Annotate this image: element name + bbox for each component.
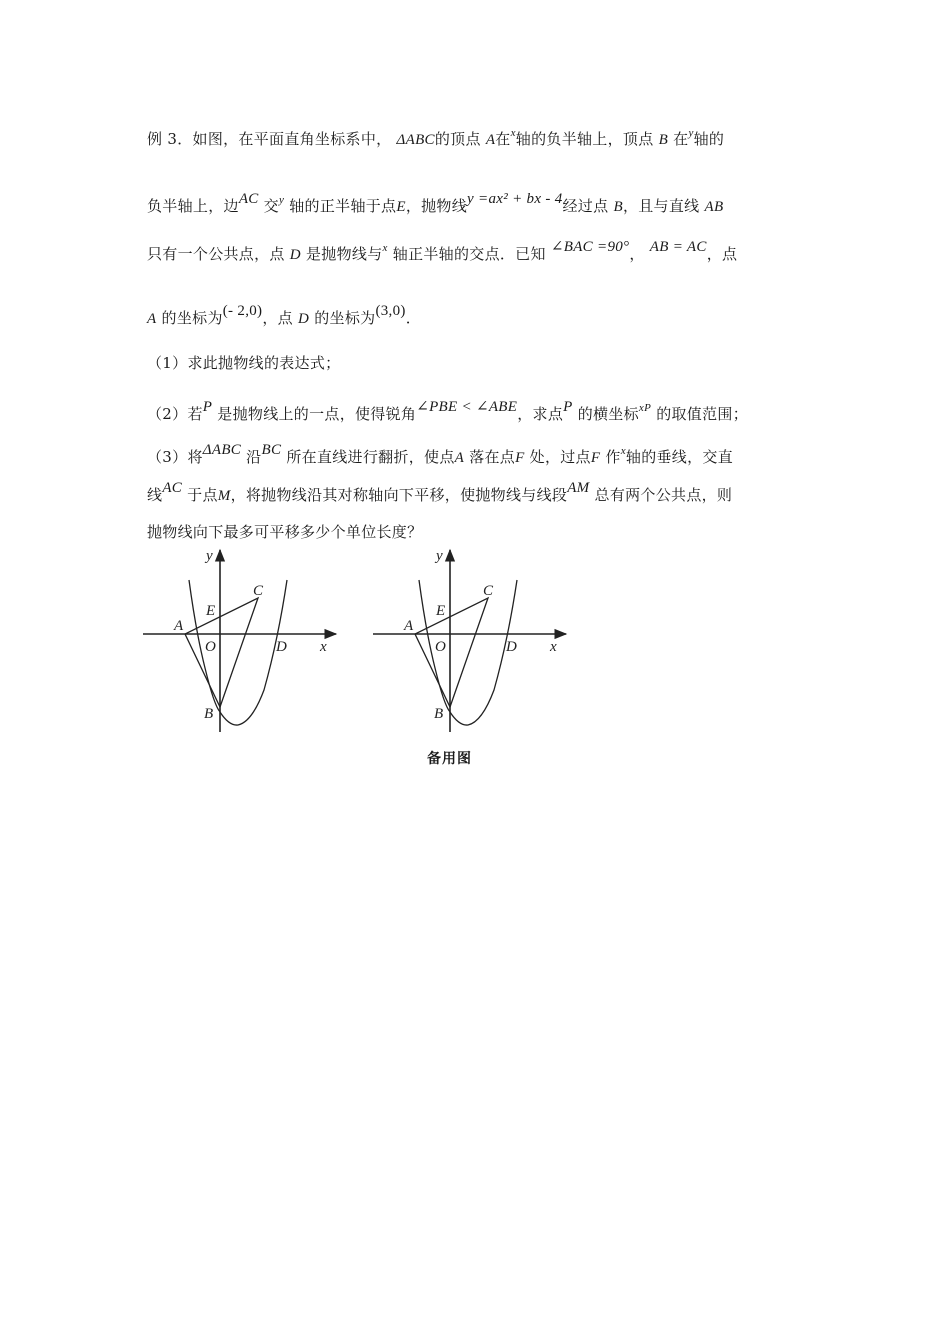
question-3-line-2: 线AC 于点M，将抛物线沿其对称轴向下平移，使抛物线与线段AM 总有两个公共点，则 — [147, 480, 733, 504]
svg-text:C: C — [253, 583, 264, 599]
svg-text:x: x — [550, 639, 557, 655]
question-3-line-3: 抛物线向下最多可平移多少个单位长度？ — [147, 523, 423, 541]
svg-text:A: A — [174, 618, 184, 634]
svg-text:A: A — [404, 618, 414, 634]
svg-text:D: D — [506, 639, 517, 655]
svg-text:C: C — [483, 583, 494, 599]
angle-bac: ∠BAC =90° — [550, 239, 630, 255]
svg-text:B: B — [204, 706, 214, 722]
problem-line-4: A 的坐标为(- 2,0)，点 D 的坐标为(3,0)． — [147, 303, 422, 327]
question-1: （1）求此抛物线的表达式； — [147, 354, 341, 372]
coord-a: (- 2,0) — [222, 303, 263, 319]
parabola — [189, 580, 287, 725]
problem-line-2: 负半轴上，边AC 交$^y$ 轴的正半轴于点E，抛物线y =ax² + bx - 4经过点 B，且与直线 AB — [147, 191, 724, 215]
example-label: 例 3． — [147, 130, 193, 148]
figure-main — [140, 540, 350, 740]
figure-backup — [370, 540, 580, 740]
svg-text:D: D — [276, 639, 287, 655]
parabola-equation: y =ax² + bx - 4 — [467, 191, 563, 207]
triangle-abc — [415, 598, 488, 707]
svg-text:y: y — [436, 548, 443, 564]
svg-text:y: y — [206, 548, 213, 564]
svg-text:E: E — [436, 603, 446, 619]
problem-line-1: 例 3．如图，在平面直角坐标系中， ΔABC的顶点 A在$^x$轴的负半轴上，顶点 B 在$^y$轴的 — [147, 127, 725, 148]
svg-text:B: B — [434, 706, 444, 722]
problem-line-3: 只有一个公共点，点 D 是抛物线与$^x$ 轴正半轴的交点．已知 ∠BAC =90°， AB = AC，点 — [147, 239, 738, 263]
svg-text:O: O — [435, 639, 446, 655]
coord-d: (3,0) — [375, 303, 406, 319]
question-3-line-1: （3）将ΔABC 沿BC 所在直线进行翻折，使点A 落在点F 处，过点F 作$^x$轴的垂线，交直 — [147, 442, 734, 466]
svg-text:E: E — [206, 603, 216, 619]
figure-caption: 备用图 — [427, 751, 472, 767]
triangle-abc — [185, 598, 258, 707]
svg-text:O: O — [205, 639, 216, 655]
question-2: （2）若P 是抛物线上的一点，使得锐角∠PBE < ∠ABE，求点P 的横坐标$^{xP}$ 的取值范围； — [147, 399, 748, 423]
svg-text:x: x — [320, 639, 327, 655]
parabola — [419, 580, 517, 725]
